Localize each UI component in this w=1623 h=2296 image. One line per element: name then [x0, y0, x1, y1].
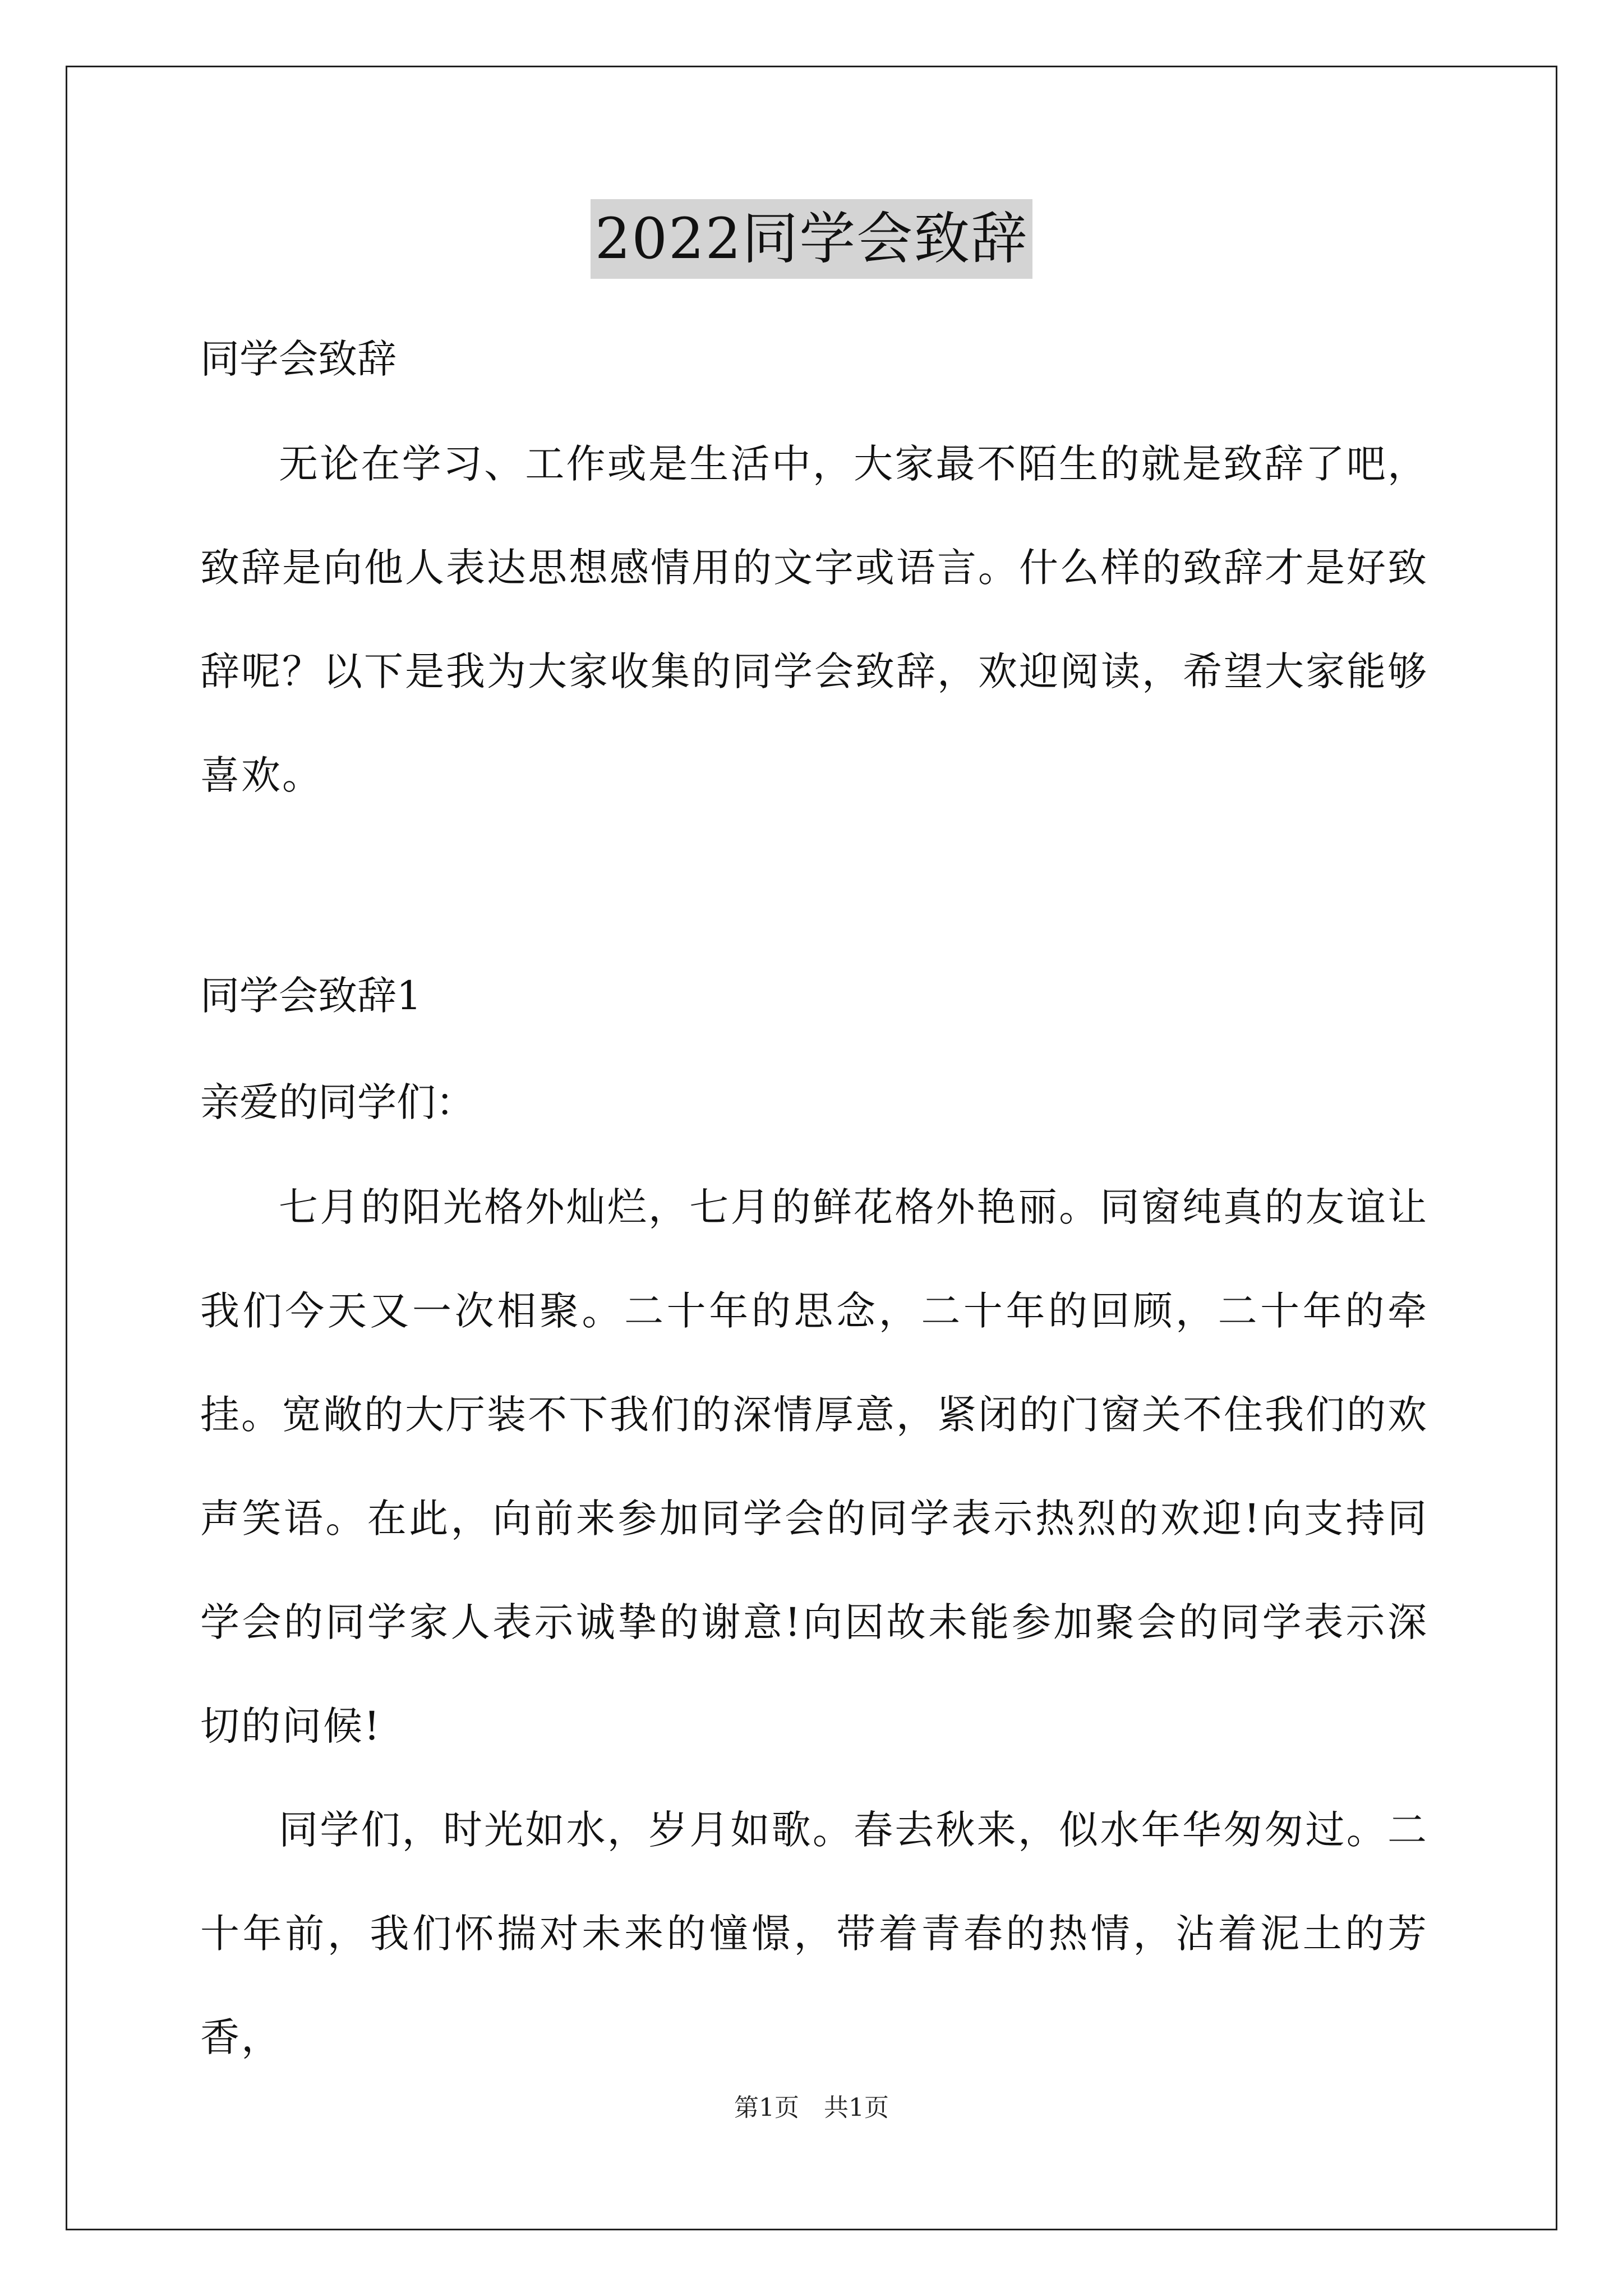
- salutation: 亲爱的同学们：: [200, 1079, 475, 1125]
- body-paragraph-2: 同学们，时光如水，岁月如歌。春去秋来，似水年华匆匆过。二十年前，我们怀揣对未来的憧憬，带着青春的热情，沾着泥土的芳香，: [200, 1807, 1428, 2060]
- intro-paragraph: 无论在学习、工作或是生活中，大家最不陌生的就是致辞了吧，致辞是向他人表达思想感情用的文字或语言。什么样的致辞才是好致辞呢？以下是我为大家收集的同学会致辞，欢迎阅读，希望大家能够喜欢。: [200, 441, 1428, 798]
- subtitle: 同学会致辞: [200, 336, 396, 382]
- page-footer: 第1页 共1页: [734, 2093, 889, 2122]
- document-title: 2022同学会致辞: [591, 199, 1033, 279]
- body-paragraph-1: 七月的阳光格外灿烂，七月的鲜花格外艳丽。同窗纯真的友谊让我们今天又一次相聚。二十年的思念，二十年的回顾，二十年的牵挂。宽敞的大厅装不下我们的深情厚意，紧闭的门窗关不住我们的欢声笑语。在此，向前来参加同学会的同学表示热烈的欢迎!向支持同学会的同学家人表示诚挚的谢意!向因故未能参加聚会的同学表示深切的问候!: [200, 1184, 1428, 1749]
- document-body: [200, 306, 1428, 2090]
- section-gap: [200, 827, 1428, 942]
- title-container: [0, 199, 1623, 279]
- section-heading: 同学会致辞1: [200, 973, 422, 1019]
